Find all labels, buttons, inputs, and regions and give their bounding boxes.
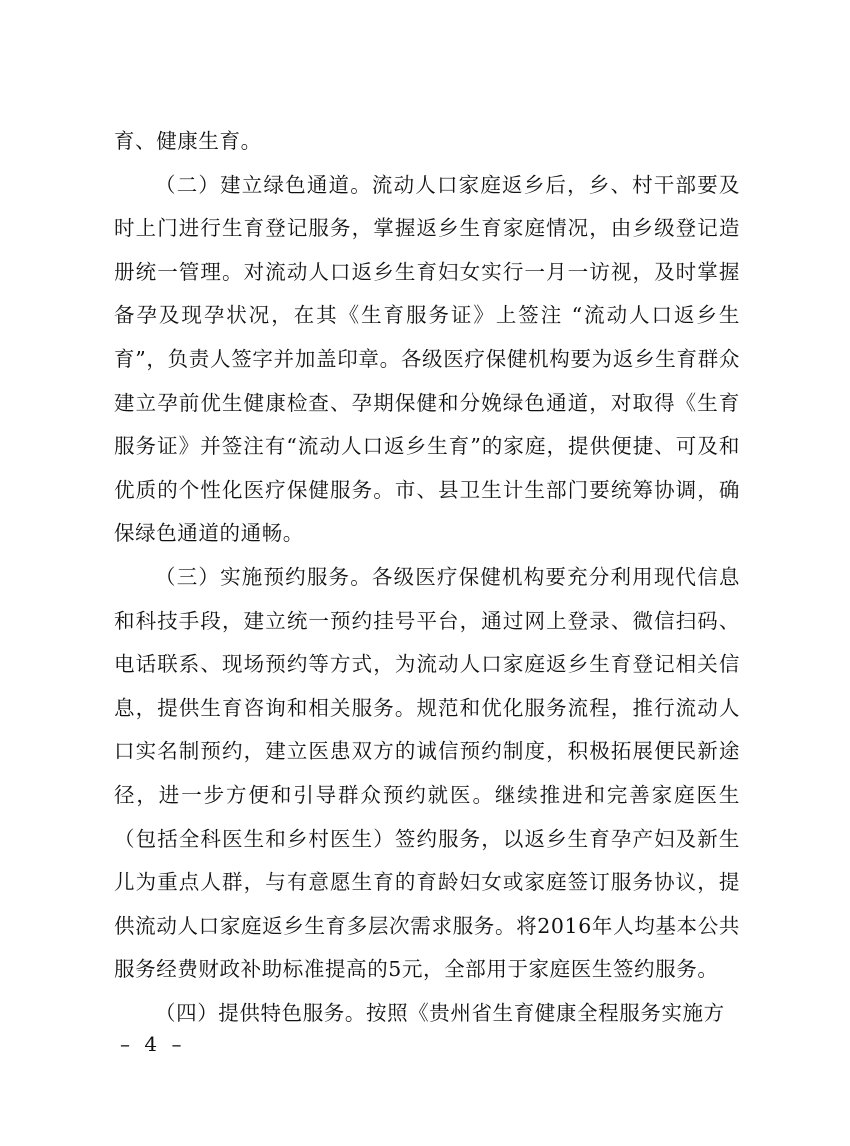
- page-number: – 4 –: [120, 1032, 186, 1056]
- document-body: [114, 120, 740, 1035]
- paragraph-green-channel: （二）建立绿色通道。流动人口家庭返乡后，乡、村干部要及时上门进行生育登记服务，掌握返乡生育家庭情况，由乡级登记造册统一管理。对流动人口返乡生育妇女实行一月一访视，及时掌握备孕及现孕状况，在其《生育服务证》上签注 “流动人口返乡生育”，负责人签字并加盖印章。各级医疗保健机构要为返乡生育群众建立孕前优生健康检查、孕期保健和分娩绿色通道，对取得《生育服务证》并签注有“流动人口返乡生育”的家庭，提供便捷、可及和优质的个性化医疗保健服务。市、县卫生计生部门要统筹协调，确保绿色通道的通畅。: [114, 172, 740, 546]
- paragraph-continuation: 育、健康生育。: [114, 129, 262, 153]
- paragraph-appointment-service: （三）实施预约服务。各级医疗保健机构要充分利用现代信息和科技手段，建立统一预约挂号平台，通过网上登录、微信扫码、电话联系、现场预约等方式，为流动人口家庭返乡生育登记相关信息，提供生育咨询和相关服务。规范和优化服务流程，推行流动人口实名制预约，建立医患双方的诚信预约制度，积极拓展便民新途径，进一步方便和引导群众预约就医。继续推进和完善家庭医生（包括全科医生和乡村医生）签约服务，以返乡生育孕产妇及新生儿为重点人群，与有意愿生育的育龄妇女或家庭签订服务协议，提供流动人口家庭返乡生育多层次需求服务。将2016年人均基本公共服务经费财政补助标准提高的5元，全部用于家庭医生签约服务。: [114, 564, 740, 982]
- paragraph-special-service: （四）提供特色服务。按照《贵州省生育健康全程服务实施方: [155, 1000, 725, 1025]
